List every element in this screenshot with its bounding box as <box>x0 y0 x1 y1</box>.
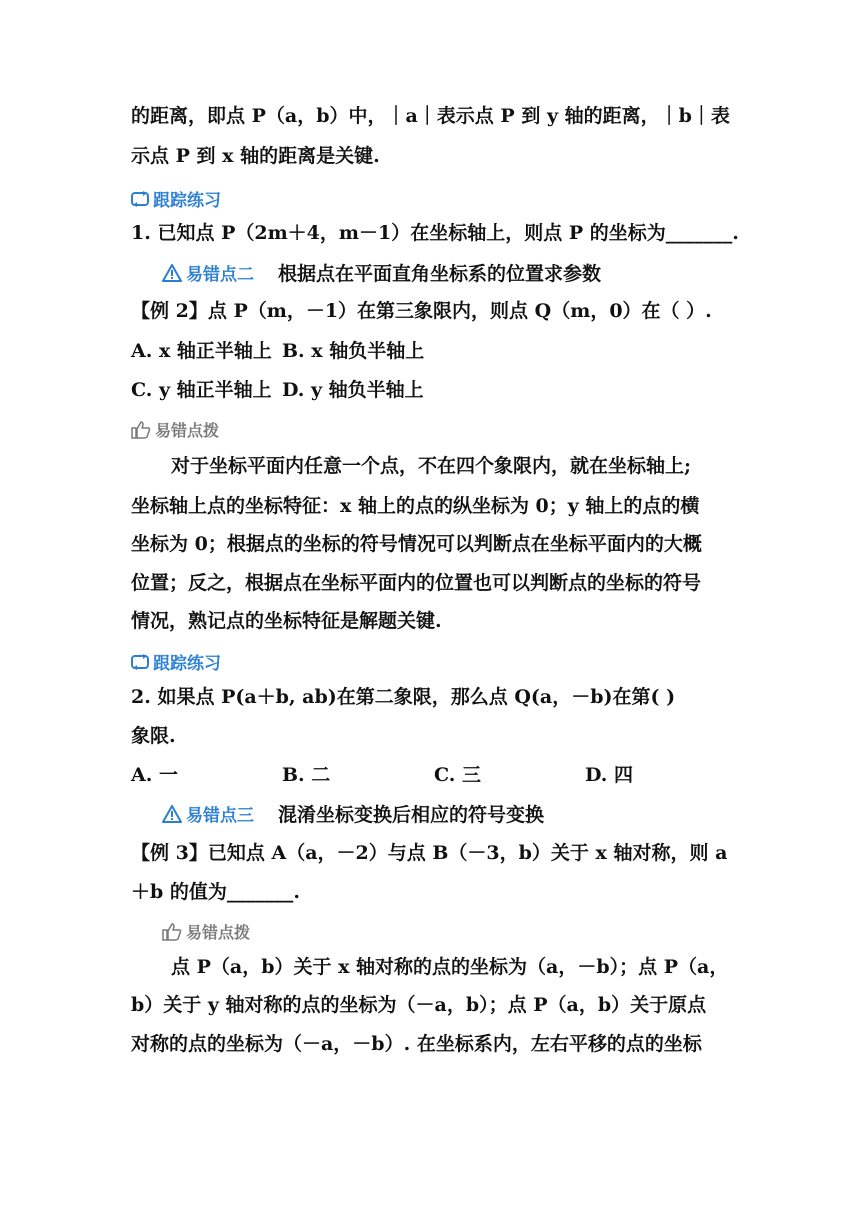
intro-line-2: 示点 P 到 x 轴的距离是关键. <box>131 145 380 167</box>
tip-1-line-3: 坐标为 0；根据点的坐标的符号情况可以判断点在坐标平面内的大概 <box>131 533 702 555</box>
warning-icon <box>162 805 182 823</box>
section-badge <box>162 801 254 826</box>
tip-1-line-5: 情况，熟记点的坐标特征是解题关键. <box>131 610 442 632</box>
tip-label-text: 易错点拨 <box>186 923 251 942</box>
example-2-option-a: A. x 轴正半轴上 <box>131 340 272 362</box>
refresh-icon <box>131 191 149 207</box>
example-2-option-b: B. x 轴负半轴上 <box>282 340 425 362</box>
section-title: 根据点在平面直角坐标系的位置求参数 <box>278 263 602 285</box>
refresh-icon <box>131 654 149 670</box>
intro-line-1: 的距离，即点 P（a，b）中，｜a｜表示点 P 到 y 轴的距离，｜b｜表 <box>131 105 730 127</box>
tip-1-line-1: 对于坐标平面内任意一个点，不在四个象限内，就在坐标轴上; <box>171 455 692 477</box>
question-2-option-d: D. 四 <box>585 764 634 786</box>
question-2-option-a: A. 一 <box>131 764 178 786</box>
question-2-line-2: 象限. <box>131 725 176 747</box>
question-2-option-c: C. 三 <box>434 764 482 786</box>
tip-2-line-2: b）关于 y 轴对称的点的坐标为（－a，b）；点 P（a，b）关于原点 <box>131 994 707 1016</box>
tip-2-line-1: 点 P（a，b）关于 x 轴对称的点的坐标为（a，－b）；点 P（a， <box>171 956 729 978</box>
warning-icon <box>162 264 182 282</box>
tip-label <box>131 418 219 441</box>
track-practice-text: 跟踪练习 <box>153 191 221 211</box>
section-badge-text: 易错点二 <box>186 265 254 285</box>
example-2-stem: 【例 2】点 P（m，－1）在第三象限内，则点 Q（m，0）在（ ）. <box>131 300 712 322</box>
track-practice-label <box>131 186 221 211</box>
example-2-option-c: C. y 轴正半轴上 <box>131 379 272 401</box>
example-3-line-1: 【例 3】已知点 A（a，－2）与点 B（－3，b）关于 x 轴对称，则 a <box>131 842 728 864</box>
question-2-line-1: 2. 如果点 P(a＋b, ab)在第二象限，那么点 Q(a，－b)在第( ) <box>131 686 676 708</box>
track-practice-text: 跟踪练习 <box>153 654 221 674</box>
thumbs-up-icon <box>131 421 151 439</box>
example-3-line-2: ＋b 的值为_______. <box>131 881 301 903</box>
tip-2-line-3: 对称的点的坐标为（－a，－b）. 在坐标系内，左右平移的点的坐标 <box>131 1033 702 1055</box>
tip-label-text: 易错点拨 <box>155 421 220 440</box>
example-2-option-d: D. y 轴负半轴上 <box>282 379 424 401</box>
track-practice-label <box>131 649 221 674</box>
tip-1-line-4: 位置；反之，根据点在坐标平面内的位置也可以判断点的坐标的符号 <box>131 572 702 594</box>
section-badge <box>162 260 254 285</box>
tip-label <box>162 920 250 943</box>
question-1: 1. 已知点 P（2m＋4，m－1）在坐标轴上，则点 P 的坐标为_______. <box>131 222 739 244</box>
section-heading-3 <box>162 800 544 827</box>
section-title: 混淆坐标变换后相应的符号变换 <box>278 804 545 826</box>
question-2-option-b: B. 二 <box>282 764 331 786</box>
thumbs-up-icon <box>162 923 182 941</box>
tip-1-line-2: 坐标轴上点的坐标特征：x 轴上的点的纵坐标为 0；y 轴上的点的横 <box>131 495 700 517</box>
section-badge-text: 易错点三 <box>186 806 254 826</box>
section-heading-2 <box>162 259 601 286</box>
